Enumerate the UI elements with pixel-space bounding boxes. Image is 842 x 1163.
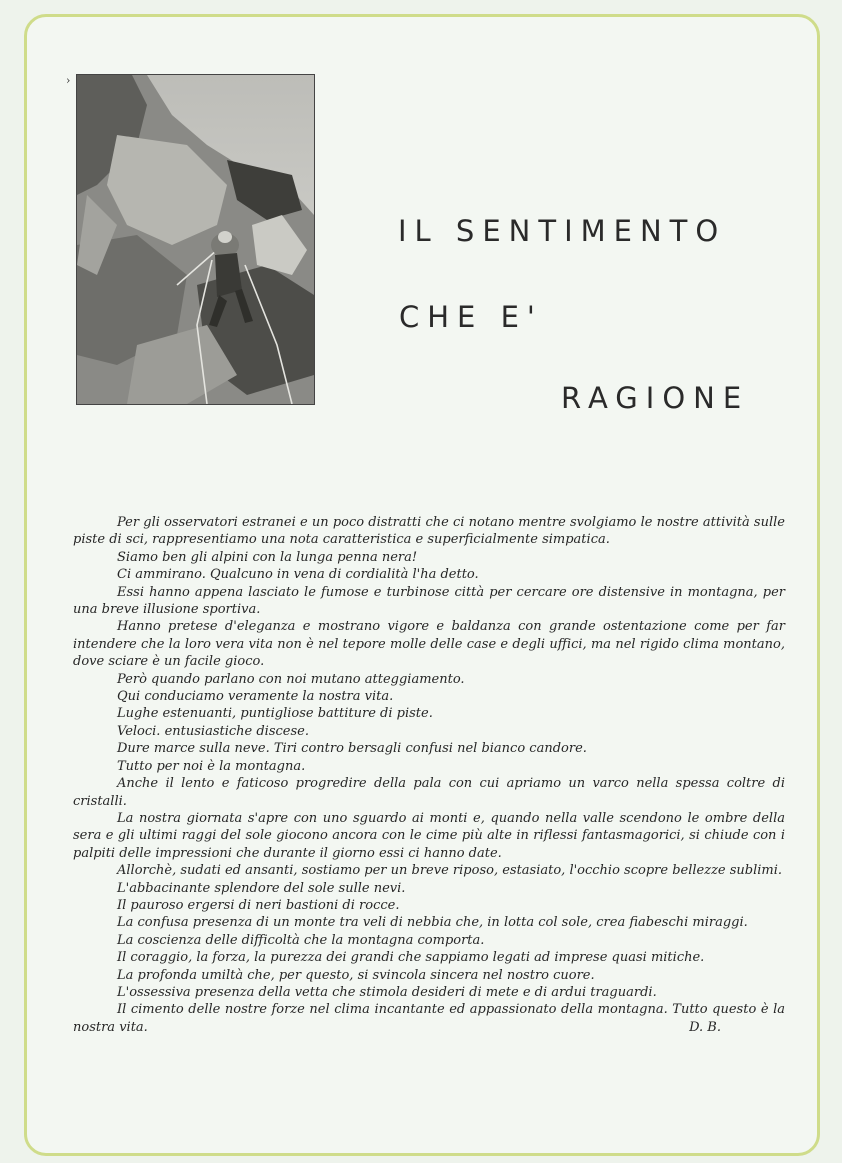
paragraph: La nostra giornata s'apre con uno sguardo ai monti e, quando nella valle scendono le ombre della sera e gli ultimi raggi del sole giocono ancora con le cime più alte in riflessi fantasmagorici, si chiude con i palpiti delle impressioni che durante il giorno essi ci hanno date. (73, 810, 785, 861)
paragraph: Lughe estenuanti, puntigliose battiture di piste. (117, 706, 433, 722)
paragraph: Qui conduciamo veramente la nostra vita. (117, 689, 394, 705)
article-body (73, 514, 785, 1036)
paragraph: L'ossessiva presenza della vetta che stimola desideri di mete e di ardui traguardi. (117, 984, 657, 1000)
title-line-2: CHE E' (399, 300, 543, 334)
paragraph: Ci ammirano. Qualcuno in vena di cordialità l'ha detto. (117, 567, 479, 583)
paragraph: Il pauroso ergersi di neri bastioni di rocce. (117, 897, 400, 913)
paragraph: Hanno pretese d'eleganza e mostrano vigore e baldanza con grande ostentazione come per far intendere che la loro vera vita non è nel tepore molle delle case e degli uffici, ma nel rigido clima montano, dove sciare è un facile gioco. (73, 619, 785, 670)
paragraph: Il coraggio, la forza, la purezza dei grandi che sappiamo legati ad imprese quasi mitiche. (117, 950, 705, 966)
paragraph: La confusa presenza di un monte tra veli di nebbia che, in lotta col sole, crea fiabeschi miraggi. (117, 915, 748, 931)
paragraph: Veloci. entusiastiche discese. (117, 723, 309, 739)
signature: D. B. (689, 1019, 721, 1035)
paragraph: Anche il lento e faticoso progredire della pala con cui apriamo un varco nella spessa coltre di cristalli. (73, 776, 785, 809)
paragraph: Dure marce sulla neve. Tiri contro bersagli confusi nel bianco candore. (117, 741, 587, 757)
paragraph: Essi hanno appena lasciato le fumose e turbinose città per cercare ore distensive in montagna, per una breve illusione sportiva. (73, 584, 785, 618)
paragraph: Allorchè, sudati ed ansanti, sostiamo per un breve riposo, estasiato, l'occhio scopre bellezze sublimi. (117, 863, 783, 879)
climber-photo (76, 74, 315, 405)
title-line-1: IL SENTIMENTO (398, 214, 727, 248)
climber-on-rock-icon (77, 75, 314, 404)
paragraph: Siamo ben gli alpini con la lunga penna nera! (117, 549, 418, 565)
paragraph: Per gli osservatori estranei e un poco distratti che ci notano mentre svolgiamo le nostre attività sulle piste di sci, rappresentiamo una nota caratteristica e superficialmente simpatica. (73, 515, 785, 548)
paragraph: La coscienza delle difficoltà che la montagna comporta. (117, 932, 485, 948)
paragraph (73, 1001, 785, 1036)
title-line-3: RAGIONE (561, 381, 750, 415)
paragraph-text: Il cimento delle nostre forze nel clima incantante ed appassionato della montagna. Tutto questo è la nostra vita. (73, 1002, 785, 1035)
page-mark: › (66, 74, 71, 87)
paragraph: Tutto per noi è la montagna. (117, 758, 306, 774)
paragraph: L'abbacinante splendore del sole sulle nevi. (117, 880, 406, 896)
paragraph: Però quando parlano con noi mutano atteggiamento. (117, 671, 465, 687)
paragraph: La profonda umiltà che, per questo, si svincola sincera nel nostro cuore. (117, 967, 595, 983)
